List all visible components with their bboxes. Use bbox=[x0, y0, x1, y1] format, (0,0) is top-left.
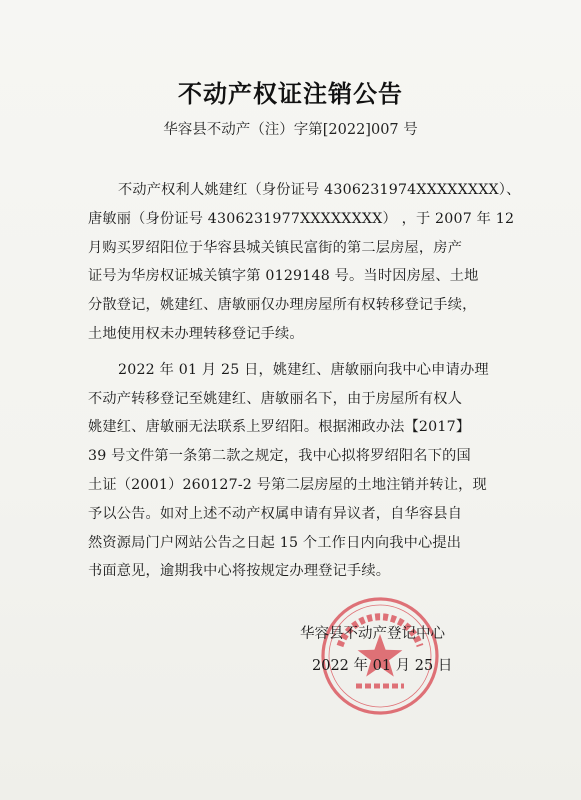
issuing-organization: 华容县不动产登记中心 bbox=[300, 626, 445, 642]
body-line: 予以公告。如对上述不动产权属申请有异议者，自华容县自 bbox=[88, 505, 463, 522]
body-line: 唐敏丽（身份证号 4306231977XXXXXXXX） ，于 2007 年 12 bbox=[88, 210, 515, 227]
body-line: 姚建红、唐敏丽无法联系上罗绍阳。根据湘政办法【2017】 bbox=[88, 419, 471, 436]
document-number: 华容县不动产（注）字第[2022]007 号 bbox=[163, 122, 418, 138]
body-line: 土地使用权未办理转移登记手续。 bbox=[88, 325, 304, 342]
notice-title: 不动产权证注销公告 bbox=[178, 80, 403, 108]
body-line: 证号为华房权证城关镇字第 0129148 号。当时因房屋、土地 bbox=[88, 268, 479, 285]
body-line: 分散登记，姚建红、唐敏丽仅办理房屋所有权转移登记手续， bbox=[88, 297, 477, 314]
body-line: 2022 年 01 月 25 日，姚建红、唐敏丽向我中心申请办理 bbox=[118, 361, 489, 378]
body-line: 书面意见，逾期我中心将按规定办理登记手续。 bbox=[88, 563, 391, 580]
body-line: 39 号文件第一条第二款之规定，我中心拟将罗绍阳名下的国 bbox=[88, 448, 471, 465]
body-line: 土证（2001）260127-2 号第二层房屋的土地注销并转让，现 bbox=[88, 476, 487, 493]
body-line: 然资源局门户网站公告之日起 15 个工作日内向我中心提出 bbox=[88, 534, 462, 551]
notice-body bbox=[88, 176, 521, 586]
body-line: 不动产权利人姚建红（身份证号 4306231974XXXXXXXX）、 bbox=[118, 182, 521, 198]
body-line: 不动产转移登记至姚建红、唐敏丽名下，由于房屋所有权人 bbox=[88, 390, 463, 407]
body-line: 月购买罗绍阳位于华容县城关镇民富街的第二层房屋，房产 bbox=[88, 239, 463, 256]
issue-date: 2022 年 01 月 25 日 bbox=[312, 658, 453, 674]
